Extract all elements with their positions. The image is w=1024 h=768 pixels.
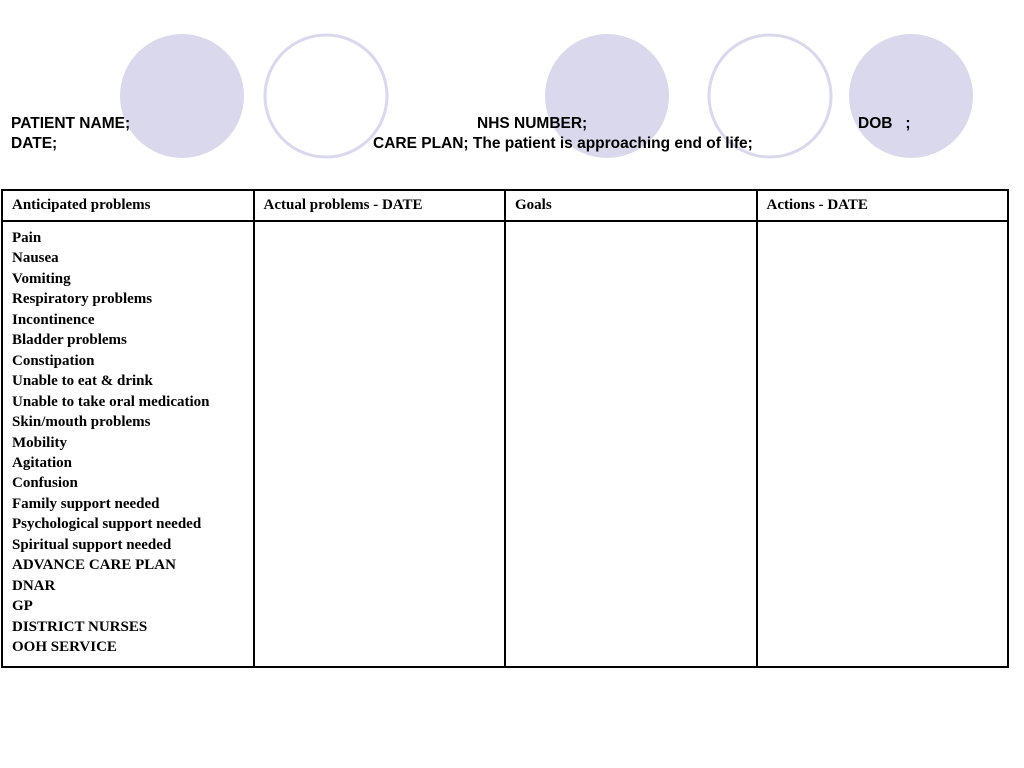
list-item: Spiritual support needed <box>12 536 172 553</box>
list-item: Nausea <box>12 250 59 267</box>
decorative-circle-outline <box>265 35 387 157</box>
nhs-number-label: NHS NUMBER; <box>477 115 588 132</box>
list-item: Constipation <box>12 352 95 369</box>
column-header-anticipated-problems: Anticipated problems <box>2 190 254 221</box>
list-item: DISTRICT NURSES <box>12 618 148 635</box>
list-item: Skin/mouth problems <box>12 414 151 431</box>
anticipated-problems-list <box>12 228 244 658</box>
date-label: DATE; <box>11 135 58 152</box>
decorative-circle-filled <box>120 34 244 158</box>
list-item: GP <box>12 598 33 615</box>
list-item: Unable to take oral medication <box>12 393 210 410</box>
actual-problems-cell[interactable] <box>254 221 506 667</box>
list-item: OOH SERVICE <box>12 639 117 656</box>
goals-cell[interactable] <box>505 221 757 667</box>
dob-label: DOB ; <box>858 115 911 132</box>
column-header-actions: Actions - DATE <box>757 190 1009 221</box>
list-item: Incontinence <box>12 311 95 328</box>
list-item: ADVANCE CARE PLAN <box>12 557 176 574</box>
list-item: Family support needed <box>12 495 160 512</box>
list-item: Bladder problems <box>12 332 127 349</box>
table-header-row <box>2 190 1008 221</box>
column-header-goals: Goals <box>505 190 757 221</box>
table-row <box>2 221 1008 667</box>
list-item: DNAR <box>12 577 56 594</box>
decorative-circles <box>0 0 1024 180</box>
care-plan-label: CARE PLAN; The patient is approaching end of life; <box>373 135 753 152</box>
anticipated-problems-cell <box>2 221 254 667</box>
decorative-circle-filled <box>849 34 973 158</box>
list-item: Vomiting <box>12 270 71 287</box>
list-item: Confusion <box>12 475 78 492</box>
column-header-actual-problems: Actual problems - DATE <box>254 190 506 221</box>
care-plan-table <box>1 189 1009 668</box>
list-item: Psychological support needed <box>12 516 202 533</box>
list-item: Unable to eat & drink <box>12 373 153 390</box>
list-item: Agitation <box>12 454 72 471</box>
list-item: Respiratory problems <box>12 291 153 308</box>
patient-name-label: PATIENT NAME; <box>11 115 131 132</box>
actions-cell[interactable] <box>757 221 1009 667</box>
list-item: Mobility <box>12 434 67 451</box>
list-item: Pain <box>12 230 42 246</box>
